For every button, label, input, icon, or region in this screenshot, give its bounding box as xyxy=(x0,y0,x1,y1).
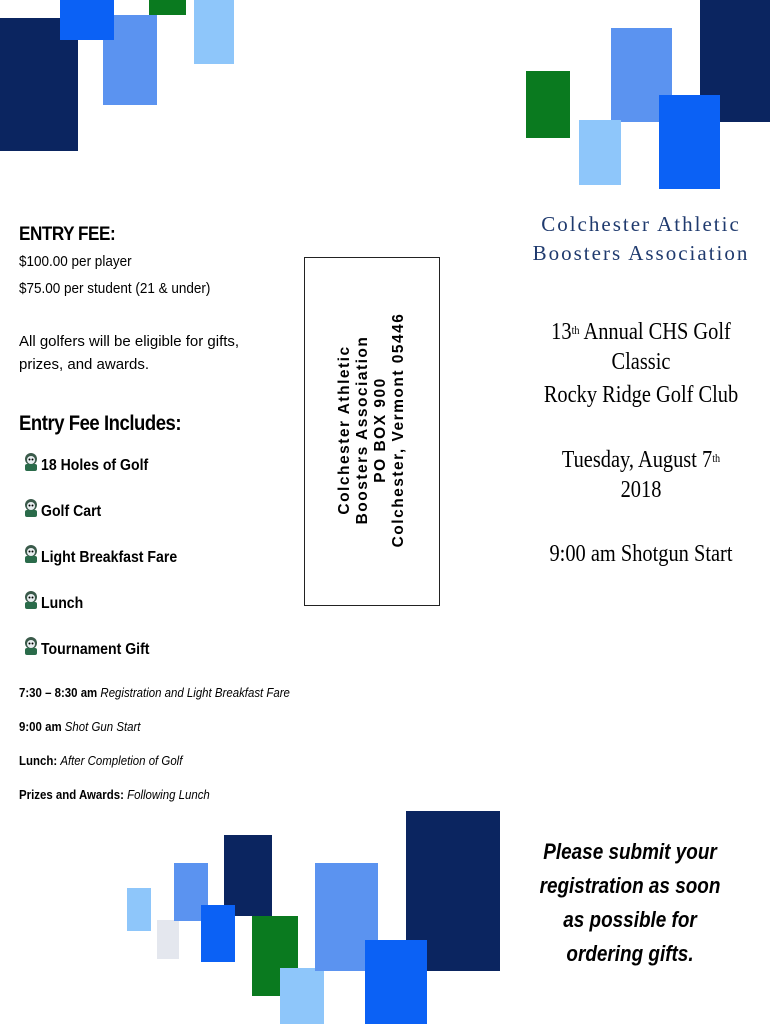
schedule-desc: Following Lunch xyxy=(127,787,210,802)
deco-square-bright-blue xyxy=(201,905,235,962)
deco-square-bright-blue xyxy=(60,0,114,40)
include-item xyxy=(22,630,164,656)
include-item xyxy=(22,492,109,518)
mascot-icon xyxy=(22,636,40,656)
schedule-time: Prizes and Awards: xyxy=(19,787,124,802)
deco-square-green xyxy=(526,71,570,138)
include-item xyxy=(22,446,163,472)
include-label: Light Breakfast Fare xyxy=(41,549,178,566)
event-date-main: Tuesday, August 7 xyxy=(561,447,713,473)
event-year: 2018 xyxy=(620,477,662,503)
schedule-desc: Shot Gun Start xyxy=(64,719,141,734)
schedule-time: 7:30 – 8:30 am xyxy=(19,685,98,700)
deco-square-green xyxy=(149,0,186,15)
deco-square-pale xyxy=(157,920,179,959)
mascot-icon xyxy=(22,452,40,472)
mailing-line: PO BOX 900 xyxy=(372,377,389,483)
schedule-row xyxy=(19,719,140,734)
include-label: Tournament Gift xyxy=(41,641,150,658)
deco-square-navy xyxy=(224,835,272,916)
deco-square-bright-blue xyxy=(659,95,720,189)
submit-note: Please submit your registration as soon as possible for ordering gifts. xyxy=(539,839,721,966)
event-number-suffix: th xyxy=(571,323,580,337)
mailing-line: Colchester, Vermont 05446 xyxy=(390,312,407,548)
schedule-row xyxy=(19,787,210,802)
schedule-time: 9:00 am xyxy=(19,719,62,734)
mascot-icon xyxy=(22,590,40,610)
mailing-address xyxy=(336,313,408,548)
deco-square-light-blue xyxy=(579,120,621,185)
eligibility-note: All golfers will be eligible for gifts, prizes, and awards. xyxy=(19,333,240,373)
include-label: 18 Holes of Golf xyxy=(41,457,149,474)
include-item xyxy=(22,538,196,564)
event-start: 9:00 am Shotgun Start xyxy=(549,541,733,567)
event-title xyxy=(530,317,753,377)
fee-student: $75.00 per student (21 & under) xyxy=(19,280,211,297)
mascot-icon xyxy=(22,498,40,518)
event-venue: Rocky Ridge Golf Club xyxy=(543,382,739,408)
deco-square-bright-blue xyxy=(365,940,427,1024)
schedule-desc: After Completion of Golf xyxy=(60,753,183,768)
fee-player: $100.00 per player xyxy=(19,253,132,270)
deco-square-light-blue xyxy=(127,888,151,931)
event-date xyxy=(530,445,753,505)
event-name: Annual CHS Golf Classic xyxy=(579,319,731,375)
entry-fee-title: ENTRY FEE: xyxy=(19,224,116,245)
deco-square-light-blue xyxy=(280,968,324,1024)
event-date-suffix: th xyxy=(712,451,721,465)
mailing-line: Colchester Athletic xyxy=(336,345,353,515)
schedule-desc: Registration and Light Breakfast Fare xyxy=(100,685,290,700)
include-item xyxy=(22,584,89,610)
mascot-icon xyxy=(22,544,40,564)
deco-square-light-blue xyxy=(194,0,234,64)
schedule-time: Lunch: xyxy=(19,753,58,768)
schedule-row xyxy=(19,753,182,768)
include-label: Lunch xyxy=(41,595,84,612)
schedule-row xyxy=(19,685,290,700)
organization-name: Colchester Athletic Boosters Association xyxy=(532,212,750,265)
includes-title: Entry Fee Includes: xyxy=(19,412,182,435)
event-number: 13 xyxy=(551,319,572,345)
mailing-line: Boosters Association xyxy=(354,335,371,525)
include-label: Golf Cart xyxy=(41,503,102,520)
